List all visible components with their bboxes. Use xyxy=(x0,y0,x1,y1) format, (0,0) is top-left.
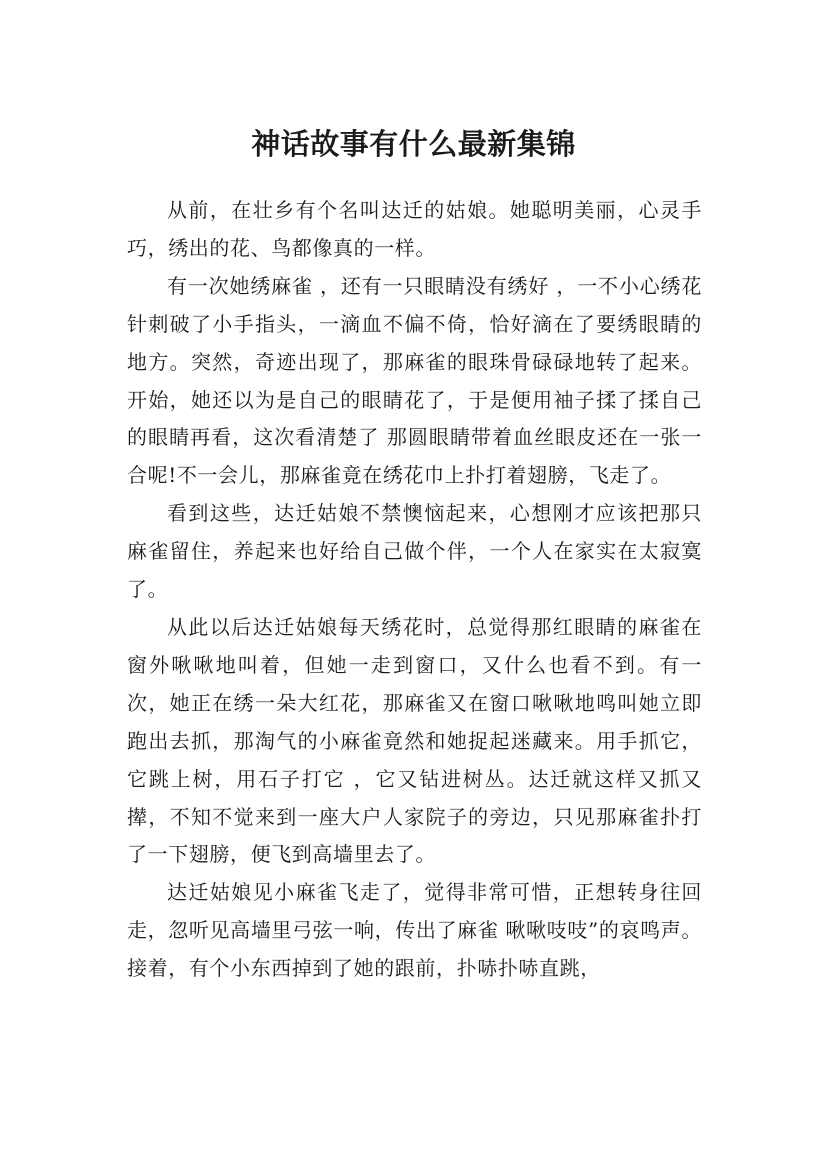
document-body xyxy=(127,192,702,988)
paragraph-3: 看到这些，达迁姑娘不禁懊恼起来，心想刚才应该把那只麻雀留住，养起来也好给自己做个伴，一个人在家实在太寂寞了。 xyxy=(127,501,702,602)
paragraph-2: 有一次她绣麻雀 ，还有一只眼睛没有绣好 ，一不小心绣花针刺破了小手指头，一滴血不偏不倚，恰好滴在了要绣眼睛的地方。突然，奇迹出现了，那麻雀的眼珠骨碌碌地转了起来。开始，她还以为是自己的眼睛花了，于是便用袖子揉了揉自己的眼睛再看，这次看清楚了 那圆眼睛带着血丝眼皮还在一张一合呢!不一会儿，那麻雀竟在绣花巾上扑打着翅膀，飞走了。 xyxy=(127,273,702,488)
document-title: 神话故事有什么最新集锦 xyxy=(251,127,576,162)
paragraph-4: 从此以后达迁姑娘每天绣花时，总觉得那红眼睛的麻雀在窗外啾啾地叫着，但她一走到窗口，又什么也看不到。有一次，她正在绣一朵大红花，那麻雀又在窗口啾啾地鸣叫她立即跑出去抓，那淘气的小麻雀竟然和她捉起迷藏来。用手抓它，它跳上树，用石子打它 ，它又钻进树丛。达迁就这样又抓又撵，不知不觉来到一座大户人家院子的旁边，只见那麻雀扑打了一下翅膀，便飞到高墙里去了。 xyxy=(127,614,702,867)
paragraph-1: 从前，在壮乡有个名叫达迁的姑娘。她聪明美丽，心灵手巧，绣出的花、鸟都像真的一样。 xyxy=(127,198,702,260)
paragraph-5: 达迁姑娘见小麻雀飞走了，觉得非常可惜，正想转身往回走，忽听见高墙里弓弦一响，传出了麻雀 啾啾吱吱”的哀鸣声。接着，有个小东西掉到了她的跟前，扑哧扑哧直跳， xyxy=(127,880,702,981)
